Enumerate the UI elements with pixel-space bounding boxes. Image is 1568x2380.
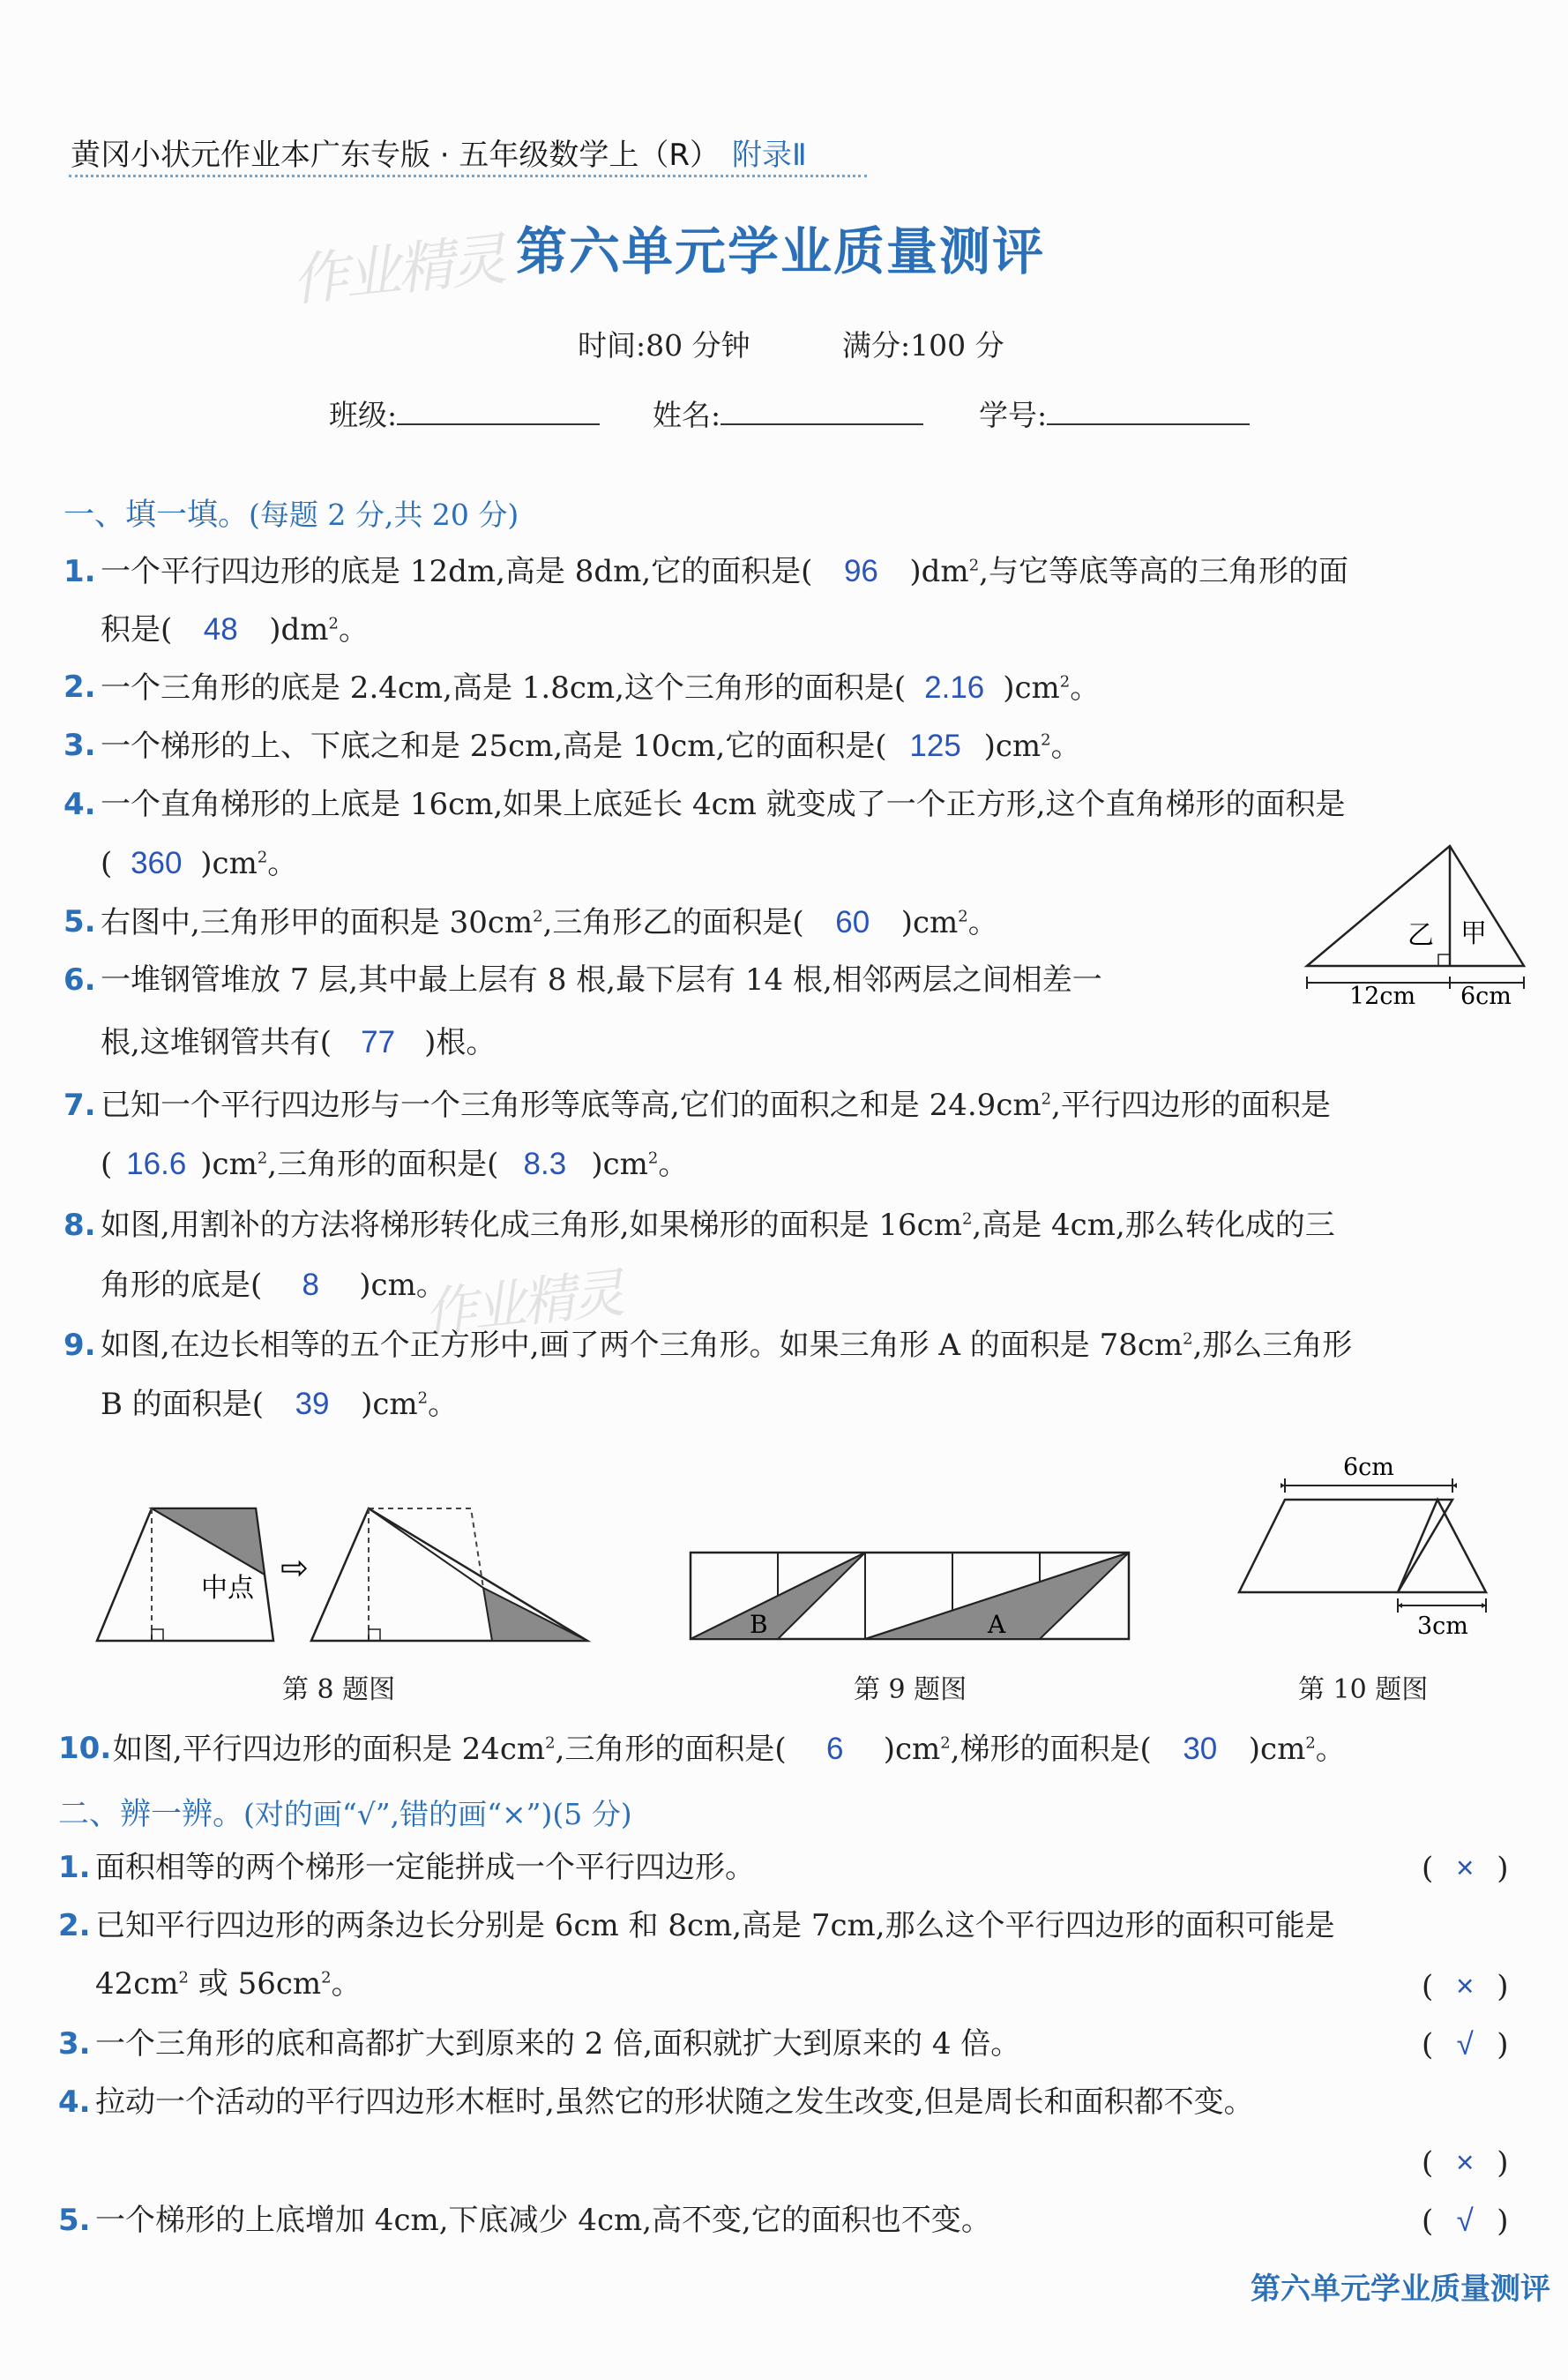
j1-answer: × (1456, 1851, 1475, 1885)
q3-answer: 125 (909, 729, 961, 763)
j4-answer: × (1456, 2145, 1475, 2180)
q6-line1: 一堆钢管堆放 7 层,其中最上层有 8 根,最下层有 14 根,相邻两层之间相差一 (101, 962, 1102, 998)
j2-text-1: 已知平行四边形的两条边长分别是 6cm 和 8cm,高是 7cm,那么这个平行四边形的面积可能是 (95, 1908, 1335, 1943)
fig10-triangle (1398, 1500, 1486, 1592)
fig10-caption: 第 10 题图 (1298, 1674, 1429, 1705)
q5-line: 右图中,三角形甲的面积是 $30cm^2$,三角形乙的面积是( 60 )$cm^2$。 (101, 905, 998, 940)
fig5-right-angle (1438, 954, 1450, 966)
q2-answer: 2.16 (924, 670, 985, 705)
class-field[interactable]: 班级: (329, 393, 600, 434)
q9-number: 9. (63, 1328, 96, 1363)
q8-number: 8. (63, 1208, 96, 1243)
q9-line1: 如图,在边长相等的五个正方形中,画了两个三角形。如果三角形 A 的面积是 $78cm^2$,那么三角形 (101, 1328, 1353, 1363)
j1-answer-box[interactable]: ( × ) (1422, 1851, 1509, 1886)
q1-line1: 一个平行四边形的底是 12dm,高是 8dm,它的面积是( 96 )$dm^2$,与它等底等高的三角形的面 (101, 554, 1348, 589)
j4-answer-box[interactable]: ( × ) (1422, 2145, 1509, 2181)
q5-answer: 60 (835, 905, 870, 939)
score-info: 满分:100 分 (842, 328, 1004, 363)
j3-answer-box[interactable]: ( √ ) (1422, 2027, 1509, 2062)
j3-number: 3. (58, 2026, 91, 2062)
q4-number: 4. (63, 787, 96, 822)
q8-line2: 角形的底是( 8 )cm。 (101, 1268, 446, 1303)
q4-answer: 360 (131, 846, 183, 880)
fig8-midpoint-label: 中点 (201, 1573, 254, 1604)
j3-answer: √ (1456, 2027, 1474, 2062)
j1-number: 1. (58, 1850, 91, 1885)
figure-q9 (688, 1548, 1138, 1645)
q10-line: 如图,平行四边形的面积是 $24cm^2$,三角形的面积是( 6 )$cm^2$,梯形的面积是( 30 )$cm^2$。 (113, 1732, 1346, 1767)
j4-number: 4. (58, 2084, 91, 2120)
q7-answer-1: 16.6 (126, 1147, 187, 1181)
q9-line2: B 的面积是( 39 )$cm^2$。 (101, 1387, 459, 1422)
figure-q8 (88, 1491, 600, 1667)
q1-answer-1: 96 (843, 554, 878, 588)
fig5-label-jia: 甲 (1460, 918, 1487, 949)
j3-text: 一个三角形的底和高都扩大到原来的 2 倍,面积就扩大到原来的 4 倍。 (95, 2026, 1021, 2062)
j2-text-2: $42cm^2$ 或 $56cm^2$。 (95, 1966, 362, 2002)
section-1-title: 一、填一填。(每题 2 分,共 20 分) (63, 498, 519, 533)
j2-answer: × (1456, 1969, 1475, 2003)
q4-line1: 一个直角梯形的上底是 16cm,如果上底延长 4cm 就变成了一个正方形,这个直角梯形的面积是 (101, 787, 1346, 822)
q6-answer: 77 (361, 1025, 396, 1059)
fig8-moved-triangle (483, 1588, 587, 1641)
q7-line2: ( 16.6 )$cm^2$,三角形的面积是( 8.3 )$cm^2$。 (101, 1147, 689, 1182)
fig10-label-top: 6cm (1343, 1454, 1394, 1481)
fig5-label-yi: 乙 (1407, 920, 1434, 951)
id-field[interactable]: 学号: (979, 393, 1250, 434)
fig8-caption: 第 8 题图 (282, 1674, 396, 1705)
time-info: 时间:80 分钟 (578, 328, 750, 363)
page-footer: 第六单元学业质量测评 (1251, 2271, 1550, 2307)
q3-line: 一个梯形的上、下底之和是 25cm,高是 10cm,它的面积是( 125 )$cm^2$。 (101, 729, 1081, 764)
q10-answer-2: 30 (1183, 1732, 1218, 1766)
j1-text: 面积相等的两个梯形一定能拼成一个平行四边形。 (95, 1850, 755, 1885)
fig5-label-12cm: 12cm (1349, 983, 1416, 1010)
q7-line1: 已知一个平行四边形与一个三角形等底等高,它们的面积之和是 $24.9cm^2$,平行四边形的面积是 (101, 1088, 1331, 1123)
q7-answer-2: 8.3 (523, 1147, 567, 1181)
j4-text: 拉动一个活动的平行四边形木框时,虽然它的形状随之发生改变,但是周长和面积都不变。 (95, 2084, 1254, 2120)
fig8-arrow: ⇨ (280, 1548, 309, 1587)
q1-number: 1. (63, 554, 96, 589)
figure-q5 (1303, 842, 1533, 1019)
j5-answer: √ (1456, 2204, 1474, 2238)
fig9-caption: 第 9 题图 (854, 1674, 967, 1705)
fig5-label-6cm: 6cm (1460, 983, 1512, 1010)
q6-number: 6. (63, 962, 96, 998)
q3-number: 3. (63, 728, 96, 763)
appendix-label: 附录Ⅱ (732, 138, 807, 173)
q5-number: 5. (63, 904, 96, 939)
watermark-2: 作业精灵 (421, 1262, 624, 1345)
fig9-label-b: B (750, 1610, 768, 1639)
q2-number: 2. (63, 670, 96, 705)
q10-number: 10. (58, 1731, 112, 1766)
q1-answer-2: 48 (203, 612, 238, 647)
header-divider (69, 175, 867, 177)
j2-number: 2. (58, 1908, 91, 1943)
name-field[interactable]: 姓名: (653, 393, 923, 434)
q8-answer: 8 (302, 1268, 319, 1302)
j5-answer-box[interactable]: ( √ ) (1422, 2204, 1509, 2239)
q2-line: 一个三角形的底是 2.4cm,高是 1.8cm,这个三角形的面积是( 2.16 )$cm^2$。 (101, 670, 1101, 706)
fig10-parallelogram (1239, 1500, 1452, 1592)
q4-line2: ( 360 )$cm^2$。 (101, 846, 298, 881)
q9-answer: 39 (295, 1387, 330, 1421)
q6-line2: 根,这堆钢管共有( 77 )根。 (101, 1025, 497, 1060)
j5-number: 5. (58, 2203, 91, 2238)
q1-line2: 积是( 48 )$dm^2$。 (101, 612, 369, 647)
running-header: 黄冈小状元作业本广东专版 · 五年级数学上（R） 附录Ⅱ (71, 138, 807, 173)
q10-answer-1: 6 (825, 1732, 844, 1766)
section-2-title: 二、辨一辨。(对的画“√”,错的画“×”)(5 分) (58, 1797, 632, 1832)
j2-answer-box[interactable]: ( × ) (1422, 1969, 1509, 2004)
q8-line1: 如图,用割补的方法将梯形转化成三角形,如果梯形的面积是 $16cm^2$,高是 4cm,那么转化成的三 (101, 1208, 1335, 1243)
page-title: 第六单元学业质量测评 (516, 221, 1046, 281)
watermark: 作业精灵 (288, 227, 506, 315)
figure-q10 (1230, 1447, 1512, 1650)
fig10-label-bottom: 3cm (1417, 1613, 1468, 1640)
fig9-label-a: A (988, 1610, 1006, 1639)
j5-text: 一个梯形的上底增加 4cm,下底减少 4cm,高不变,它的面积也不变。 (95, 2203, 991, 2238)
q7-number: 7. (63, 1088, 96, 1123)
